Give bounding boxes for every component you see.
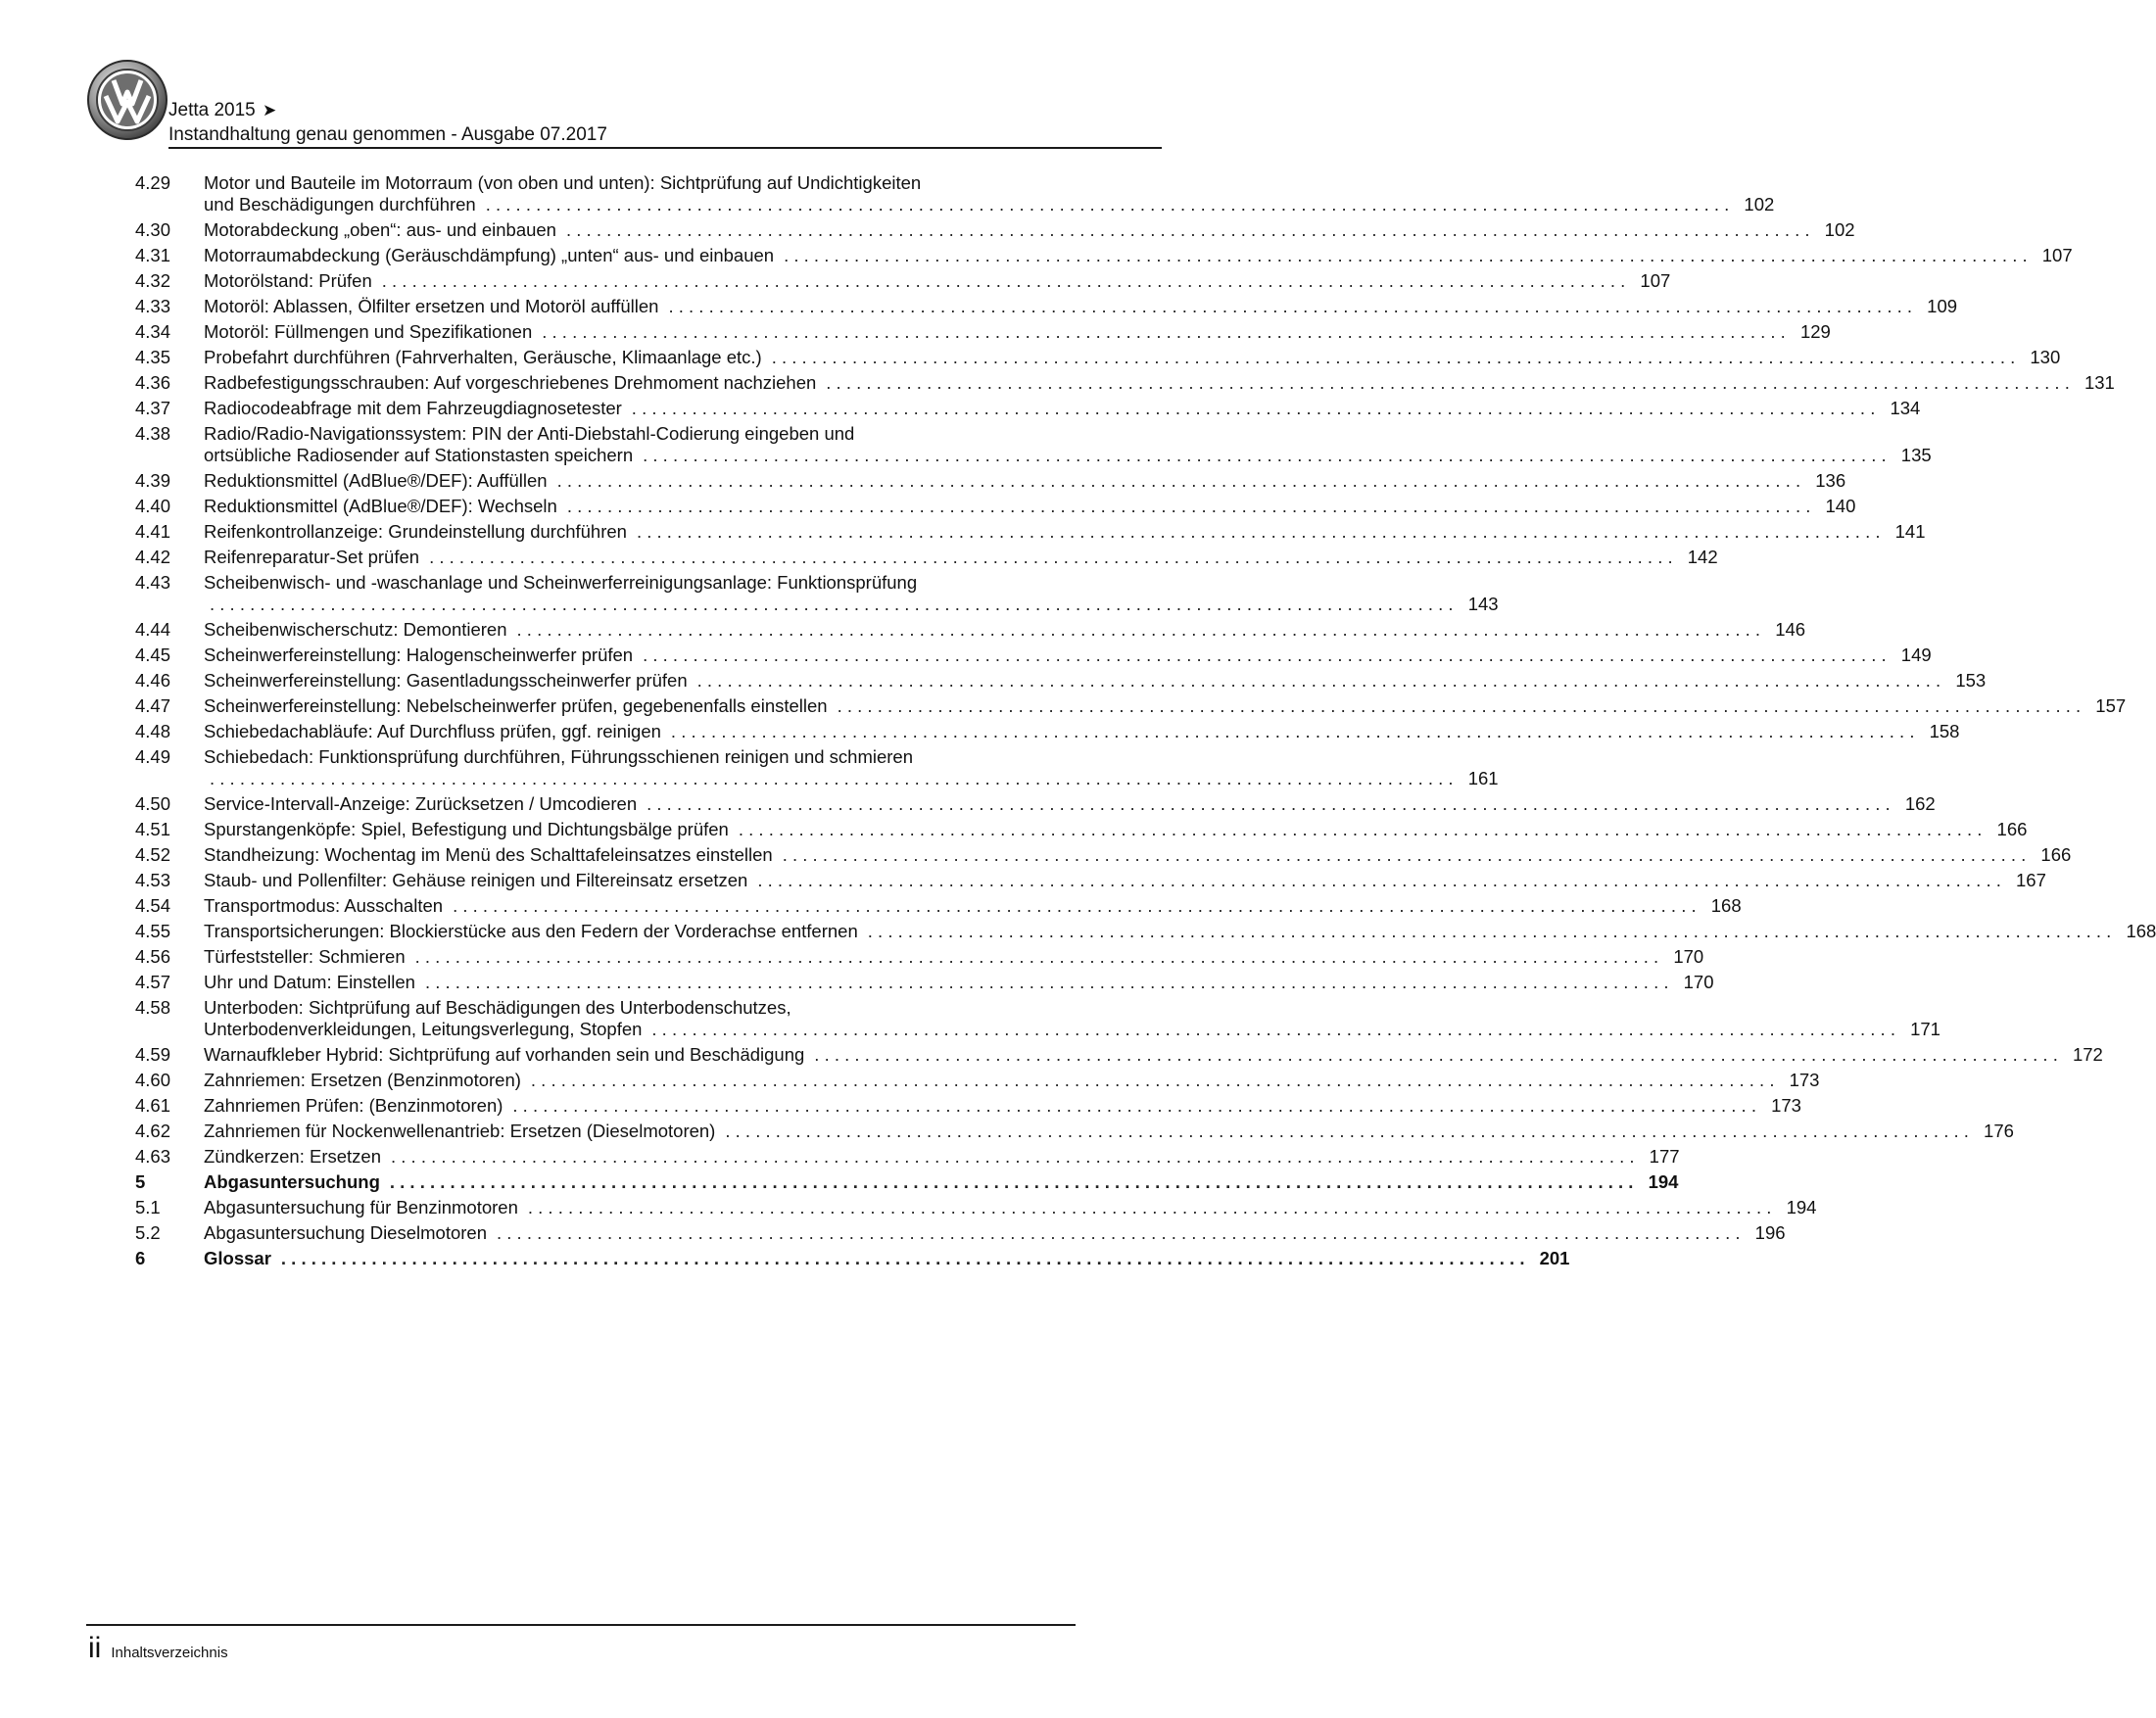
toc-entry-content: [204, 547, 1718, 568]
toc-entry-last-line: [204, 972, 1714, 993]
leader-dots: [566, 219, 1810, 241]
leader-dots: [838, 695, 2082, 717]
toc-entry-number: 4.29: [135, 172, 171, 193]
toc-entry-page: 170: [1683, 972, 1714, 992]
toc-entry-page: 129: [1799, 321, 1831, 342]
toc-entry-content: [204, 972, 1714, 993]
toc-entry-title-line: und Beschädigungen durchführen: [204, 194, 476, 215]
toc-entry-last-line: [204, 1197, 1816, 1218]
toc-entry-page: 166: [1996, 819, 2028, 839]
toc-entry-title-line: Reduktionsmittel (AdBlue®/DEF): Auffüllen: [204, 470, 548, 491]
toc-entry[interactable]: [135, 844, 2072, 866]
footer-label: Inhaltsverzeichnis: [111, 1645, 228, 1661]
toc-entry-number: 4.41: [135, 521, 171, 542]
toc-entry-title-line: Motoröl: Füllmengen und Spezifikationen: [204, 321, 533, 342]
toc-entry[interactable]: [135, 172, 1775, 215]
toc-entry-title-line: Reifenreparatur-Set prüfen: [204, 547, 420, 567]
toc-entry-page: 171: [1910, 1019, 1940, 1039]
toc-entry-page: 201: [1539, 1248, 1570, 1268]
toc-entry-content: [204, 372, 2115, 394]
toc-entry-last-line: [204, 1248, 1569, 1269]
toc-entry-page: 168: [2126, 921, 2156, 941]
toc-entry[interactable]: [135, 547, 1718, 568]
toc-entry-last-line: [204, 194, 1774, 215]
toc-entry-last-line: [204, 1171, 1678, 1193]
toc-entry-number: 4.60: [135, 1070, 171, 1090]
toc-entry-number: 5.1: [135, 1197, 161, 1217]
toc-entry-content: [204, 1197, 1816, 1218]
toc-entry-number: 4.55: [135, 921, 171, 941]
toc-entry-content: [204, 398, 1920, 419]
footer-divider: [86, 1624, 1076, 1626]
toc-entry[interactable]: [135, 521, 1926, 543]
toc-entry-last-line: [204, 296, 1957, 317]
toc-entry-content: [204, 496, 1855, 517]
toc-entry-page: 146: [1775, 619, 1806, 640]
toc-entry-last-line: [204, 1070, 1819, 1091]
toc-entry-title-line: Scheinwerfereinstellung: Halogenscheinwerfer prüfen: [204, 644, 634, 665]
toc-entry-content: [204, 270, 1670, 292]
toc-entry-page: 176: [1984, 1121, 2014, 1141]
toc-entry[interactable]: [135, 793, 1936, 815]
toc-entry-page: 196: [1754, 1222, 1786, 1243]
toc-entry-content: [204, 1095, 1801, 1117]
toc-entry[interactable]: [135, 870, 2046, 891]
toc-entry-title-line: Staub- und Pollenfilter: Gehäuse reinigen und Filtereinsatz ersetzen: [204, 870, 748, 890]
toc-entry-content: [204, 572, 1499, 615]
toc-entry-page: 158: [1929, 721, 1960, 741]
toc-entry[interactable]: [135, 572, 1499, 615]
toc-entry-number: 4.56: [135, 946, 171, 967]
toc-entry-last-line: [204, 921, 2156, 942]
toc-entry-title-line: Schiebedach: Funktionsprüfung durchführen, Führungsschienen reinigen und schmieren: [204, 746, 914, 767]
toc-entry-last-line: [204, 521, 1926, 543]
toc-entry[interactable]: [135, 245, 2073, 266]
toc-entry-number: 4.32: [135, 270, 171, 291]
toc-entry-content: [204, 1121, 2014, 1142]
toc-entry-content: [204, 946, 1703, 968]
leader-dots: [725, 1121, 1969, 1142]
toc-entry-content: [204, 521, 1926, 543]
toc-entry-last-line: [204, 793, 1936, 815]
leader-dots: [415, 946, 1659, 968]
toc-entry-title-line: Scheibenwischerschutz: Demontieren: [204, 619, 507, 640]
toc-entry-content: [204, 644, 1932, 666]
toc-entry-last-line: [204, 1121, 2014, 1142]
toc-entry-last-line: [204, 870, 2046, 891]
toc-entry[interactable]: [135, 321, 1831, 343]
leader-dots: [826, 372, 2070, 394]
leader-dots: [668, 296, 1912, 317]
page-header: [86, 59, 1076, 149]
toc-entry-content: [204, 997, 1940, 1040]
toc-entry[interactable]: [135, 219, 1855, 241]
toc-entry-title-line: Unterbodenverkleidungen, Leitungsverlegung, Stopfen: [204, 1019, 643, 1039]
toc-entry-last-line: [204, 445, 1932, 466]
toc-entry[interactable]: [135, 997, 1940, 1040]
toc-entry-title-line: Motoröl: Ablassen, Ölfilter ersetzen und Motoröl auffüllen: [204, 296, 659, 316]
toc-entry-title-line: Standheizung: Wochentag im Menü des Schalttafeleinsatzes einstellen: [204, 844, 773, 865]
toc-entry-number: 4.58: [135, 997, 171, 1018]
title-text: Jetta 2015: [168, 100, 256, 120]
toc-entry[interactable]: [135, 398, 1921, 419]
page-number: ii: [88, 1632, 102, 1664]
document-subtitle: Instandhaltung genau genommen - Ausgabe 07.2017: [168, 124, 607, 145]
toc-entry-number: 4.54: [135, 895, 171, 916]
leader-dots: [643, 445, 1887, 466]
toc-entry[interactable]: [135, 1044, 2103, 1066]
toc-entry-title-line: Zündkerzen: Ersetzen: [204, 1146, 381, 1167]
toc-entry-title-line: Radio/Radio-Navigationssystem: PIN der Anti-Diebstahl-Codierung eingeben und: [204, 423, 855, 444]
toc-entry-title-line: Uhr und Datum: Einstellen: [204, 972, 415, 992]
leader-dots: [210, 768, 1454, 789]
toc-entry-title-line: Scheinwerfereinstellung: Gasentladungsscheinwerfer prüfen: [204, 670, 688, 691]
toc-entry-title-line: Probefahrt durchführen (Fahrverhalten, Geräusche, Klimaanlage etc.): [204, 347, 762, 367]
leader-dots: [632, 398, 1876, 419]
toc-entry[interactable]: [135, 1095, 1801, 1117]
toc-entry-page: 166: [2040, 844, 2072, 865]
toc-entry-number: 4.33: [135, 296, 171, 316]
toc-entry-title-line: Abgasuntersuchung für Benzinmotoren: [204, 1197, 518, 1217]
table-of-contents: [135, 172, 2156, 1273]
toc-entry-content: [204, 470, 1845, 492]
leader-dots: [382, 270, 1626, 292]
toc-entry-content: [204, 746, 1499, 789]
toc-entry-number: 5: [135, 1171, 146, 1192]
toc-entry-page: 194: [1648, 1171, 1679, 1192]
toc-entry-content: [204, 423, 1932, 466]
toc-entry-number: 4.50: [135, 793, 171, 814]
toc-entry-last-line: [204, 470, 1845, 492]
leader-dots: [643, 644, 1887, 666]
toc-entry-content: [204, 1171, 1678, 1193]
toc-entry-page: 135: [1900, 445, 1932, 465]
vw-logo-icon: [86, 59, 168, 141]
toc-entry-content: [204, 844, 2071, 866]
toc-entry-page: 157: [2095, 695, 2127, 716]
toc-entry-title-line: Zahnriemen: Ersetzen (Benzinmotoren): [204, 1070, 521, 1090]
toc-entry-content: [204, 245, 2073, 266]
toc-entry[interactable]: [135, 1248, 1570, 1269]
toc-entry-page: 173: [1789, 1070, 1820, 1090]
leader-dots: [868, 921, 2112, 942]
toc-entry-number: 4.38: [135, 423, 171, 444]
leader-dots: [671, 721, 1915, 742]
toc-entry-content: [204, 1248, 1569, 1269]
toc-entry[interactable]: [135, 270, 1671, 292]
toc-entry-page: 162: [1904, 793, 1936, 814]
toc-entry-content: [204, 793, 1936, 815]
toc-entry-content: [204, 721, 1959, 742]
leader-dots: [390, 1171, 1634, 1193]
toc-entry[interactable]: [135, 921, 2156, 942]
toc-entry-number: 4.36: [135, 372, 171, 393]
toc-entry-title-line: Spurstangenköpfe: Spiel, Befestigung und Dichtungsbälge prüfen: [204, 819, 729, 839]
toc-entry[interactable]: [135, 372, 2115, 394]
toc-entry-content: [204, 296, 1957, 317]
toc-entry-page: 102: [1824, 219, 1855, 240]
leader-dots: [783, 844, 2027, 866]
toc-entry-page: 107: [1640, 270, 1671, 291]
leader-dots: [542, 321, 1786, 343]
toc-entry-page: 136: [1815, 470, 1846, 491]
toc-entry-page: 194: [1786, 1197, 1817, 1217]
leader-dots: [429, 547, 1673, 568]
toc-entry-last-line: [204, 619, 1805, 641]
toc-entry-last-line: [204, 895, 1742, 917]
leader-dots: [772, 347, 2016, 368]
toc-entry-page: 149: [1900, 644, 1932, 665]
leader-dots: [517, 619, 1761, 641]
leader-dots: [697, 670, 1941, 692]
toc-entry-content: [204, 321, 1831, 343]
toc-entry[interactable]: [135, 1121, 2014, 1142]
toc-entry-page: 131: [2084, 372, 2115, 393]
toc-entry-content: [204, 1070, 1819, 1091]
leader-dots: [557, 470, 1801, 492]
toc-entry-last-line: [204, 1019, 1940, 1040]
toc-entry-number: 4.39: [135, 470, 171, 491]
toc-entry-number: 4.47: [135, 695, 171, 716]
toc-entry-number: 5.2: [135, 1222, 161, 1243]
toc-entry-title-line: Transportsicherungen: Blockierstücke aus den Federn der Vorderachse entfernen: [204, 921, 858, 941]
toc-entry-last-line: [204, 245, 2073, 266]
toc-entry-content: [204, 219, 1855, 241]
toc-entry-number: 4.44: [135, 619, 171, 640]
toc-entry-page: 109: [1927, 296, 1958, 316]
toc-entry-number: 4.63: [135, 1146, 171, 1167]
toc-entry-title-line: Reifenkontrollanzeige: Grundeinstellung durchführen: [204, 521, 627, 542]
toc-entry-last-line: [204, 768, 1499, 789]
toc-entry[interactable]: [135, 819, 2028, 840]
toc-entry-last-line: [204, 695, 2126, 717]
leader-dots: [647, 793, 1891, 815]
toc-entry-title-line: Zahnriemen für Nockenwellenantrieb: Ersetzen (Dieselmotoren): [204, 1121, 716, 1141]
toc-entry-page: 142: [1687, 547, 1718, 567]
toc-entry-number: 4.46: [135, 670, 171, 691]
toc-entry-number: 4.52: [135, 844, 171, 865]
toc-entry-last-line: [204, 372, 2115, 394]
leader-dots: [391, 1146, 1635, 1168]
leader-dots: [567, 496, 1811, 517]
toc-entry-last-line: [204, 321, 1831, 343]
toc-entry-title-line: Abgasuntersuchung Dieselmotoren: [204, 1222, 487, 1243]
toc-entry-page: 141: [1894, 521, 1926, 542]
toc-entry-number: 4.57: [135, 972, 171, 992]
toc-entry-last-line: [204, 946, 1703, 968]
toc-entry-page: 168: [1710, 895, 1742, 916]
toc-entry-title-line: Radiocodeabfrage mit dem Fahrzeugdiagnosetester: [204, 398, 622, 418]
toc-entry-last-line: [204, 594, 1499, 615]
toc-entry-page: 167: [2016, 870, 2046, 890]
toc-entry-title-line: Unterboden: Sichtprüfung auf Beschädigungen des Unterbodenschutzes,: [204, 997, 791, 1018]
toc-entry-number: 4.40: [135, 496, 171, 516]
leader-dots: [512, 1095, 1756, 1117]
document-title: [168, 100, 276, 121]
arrow-icon: ➤: [263, 101, 277, 119]
toc-entry-content: [204, 921, 2156, 942]
toc-entry[interactable]: [135, 972, 1714, 993]
toc-entry-title-line: Glossar: [204, 1248, 271, 1268]
toc-entry-number: 4.31: [135, 245, 171, 265]
toc-entry-last-line: [204, 1095, 1801, 1117]
toc-entry-last-line: [204, 398, 1920, 419]
toc-entry-content: [204, 1222, 1786, 1244]
toc-entry-number: 4.37: [135, 398, 171, 418]
toc-entry[interactable]: [135, 1146, 1680, 1168]
toc-entry[interactable]: [135, 296, 1958, 317]
toc-entry-number: 4.34: [135, 321, 171, 342]
toc-entry-page: 102: [1744, 194, 1775, 215]
toc-entry-title-line: Motorölstand: Prüfen: [204, 270, 372, 291]
toc-entry-last-line: [204, 721, 1959, 742]
toc-entry-page: 107: [2041, 245, 2073, 265]
toc-entry-title-line: Transportmodus: Ausschalten: [204, 895, 444, 916]
toc-entry-page: 143: [1467, 594, 1499, 614]
toc-entry[interactable]: [135, 721, 1960, 742]
toc-entry-title-line: Motorabdeckung „oben“: aus- und einbauen: [204, 219, 556, 240]
toc-entry-number: 4.59: [135, 1044, 171, 1065]
toc-entry-page: 130: [2030, 347, 2061, 367]
toc-entry-title-line: Radbefestigungsschrauben: Auf vorgeschriebenes Drehmoment nachziehen: [204, 372, 817, 393]
toc-entry[interactable]: [135, 1171, 1679, 1193]
toc-entry-page: 173: [1771, 1095, 1801, 1116]
toc-entry-number: 4.43: [135, 572, 171, 593]
toc-entry-content: [204, 1146, 1680, 1168]
toc-entry-last-line: [204, 1146, 1680, 1168]
toc-entry-content: [204, 819, 2027, 840]
toc-entry-number: 6: [135, 1248, 146, 1268]
toc-entry-number: 4.45: [135, 644, 171, 665]
toc-entry-content: [204, 695, 2126, 717]
toc-entry-title-line: Warnaufkleber Hybrid: Sichtprüfung auf vorhanden sein und Beschädigung: [204, 1044, 805, 1065]
toc-entry-page: 140: [1825, 496, 1856, 516]
toc-entry[interactable]: [135, 423, 1932, 466]
toc-entry[interactable]: [135, 470, 1846, 492]
toc-entry[interactable]: [135, 619, 1806, 641]
toc-entry[interactable]: [135, 1197, 1817, 1218]
leader-dots: [784, 245, 2028, 266]
toc-entry-last-line: [204, 496, 1855, 517]
toc-entry-content: [204, 347, 2060, 368]
toc-entry-title-line: Service-Intervall-Anzeige: Zurücksetzen / Umcodieren: [204, 793, 638, 814]
toc-entry-number: 4.53: [135, 870, 171, 890]
toc-entry-page: 153: [1955, 670, 1987, 691]
leader-dots: [531, 1070, 1775, 1091]
toc-entry[interactable]: [135, 644, 1932, 666]
leader-dots: [528, 1197, 1772, 1218]
toc-entry-title-line: Scheibenwisch- und -waschanlage und Scheinwerferreinigungsanlage: Funktionsprüfung: [204, 572, 918, 593]
toc-entry-last-line: [204, 1044, 2103, 1066]
leader-dots: [637, 521, 1881, 543]
toc-entry-page: 170: [1673, 946, 1704, 967]
toc-entry-content: [204, 619, 1805, 641]
toc-entry-last-line: [204, 270, 1670, 292]
leader-dots: [453, 895, 1697, 917]
leader-dots: [739, 819, 1983, 840]
toc-entry-content: [204, 870, 2046, 891]
toc-entry-title-line: Türfeststeller: Schmieren: [204, 946, 406, 967]
toc-entry-number: 4.51: [135, 819, 171, 839]
toc-entry[interactable]: [135, 1222, 1786, 1244]
toc-entry-number: 4.35: [135, 347, 171, 367]
toc-entry-title-line: Motor und Bauteile im Motorraum (von oben und unten): Sichtprüfung auf Undichtigkeiten: [204, 172, 922, 193]
leader-dots: [757, 870, 2001, 891]
toc-entry[interactable]: [135, 670, 1987, 692]
toc-entry-last-line: [204, 844, 2071, 866]
toc-entry[interactable]: [135, 496, 1856, 517]
toc-entry-title-line: Motorraumabdeckung (Geräuschdämpfung) „unten“ aus- und einbauen: [204, 245, 775, 265]
toc-entry-last-line: [204, 1222, 1786, 1244]
toc-entry[interactable]: [135, 347, 2061, 368]
toc-entry-last-line: [204, 547, 1718, 568]
toc-entry-number: 4.49: [135, 746, 171, 767]
toc-entry-last-line: [204, 819, 2027, 840]
toc-entry[interactable]: [135, 746, 1499, 789]
toc-entry-number: 4.48: [135, 721, 171, 741]
toc-entry-content: [204, 895, 1742, 917]
toc-entry-page: 177: [1649, 1146, 1680, 1167]
leader-dots: [281, 1248, 1525, 1269]
toc-entry-title-line: Scheinwerfereinstellung: Nebelscheinwerfer prüfen, gegebenenfalls einstellen: [204, 695, 828, 716]
page-footer: [88, 1632, 228, 1665]
leader-dots: [425, 972, 1669, 993]
toc-entry-title-line: Schiebedachabläufe: Auf Durchfluss prüfen, ggf. reinigen: [204, 721, 661, 741]
toc-entry-content: [204, 670, 1986, 692]
toc-entry-content: [204, 172, 1774, 215]
toc-entry-page: 172: [2072, 1044, 2103, 1065]
toc-entry-number: 4.42: [135, 547, 171, 567]
toc-entry[interactable]: [135, 895, 1742, 917]
toc-entry[interactable]: [135, 1070, 1820, 1091]
leader-dots: [497, 1222, 1741, 1244]
leader-dots: [651, 1019, 1895, 1040]
toc-entry[interactable]: [135, 946, 1704, 968]
toc-entry-title-line: ortsübliche Radiosender auf Stationstasten speichern: [204, 445, 634, 465]
toc-entry-title-line: Zahnriemen Prüfen: (Benzinmotoren): [204, 1095, 503, 1116]
toc-entry[interactable]: [135, 695, 2127, 717]
leader-dots: [486, 194, 1730, 215]
toc-entry-last-line: [204, 219, 1855, 241]
toc-entry-last-line: [204, 644, 1932, 666]
toc-entry-content: [204, 1044, 2103, 1066]
toc-entry-page: 134: [1890, 398, 1921, 418]
header-divider: [168, 147, 1162, 149]
leader-dots: [210, 594, 1454, 615]
leader-dots: [814, 1044, 2058, 1066]
toc-entry-number: 4.62: [135, 1121, 171, 1141]
toc-entry-title-line: Reduktionsmittel (AdBlue®/DEF): Wechseln: [204, 496, 557, 516]
toc-entry-title-line: Abgasuntersuchung: [204, 1171, 380, 1192]
toc-entry-last-line: [204, 347, 2060, 368]
toc-entry-number: 4.30: [135, 219, 171, 240]
toc-entry-number: 4.61: [135, 1095, 171, 1116]
toc-entry-page: 161: [1467, 768, 1499, 788]
toc-entry-last-line: [204, 670, 1986, 692]
